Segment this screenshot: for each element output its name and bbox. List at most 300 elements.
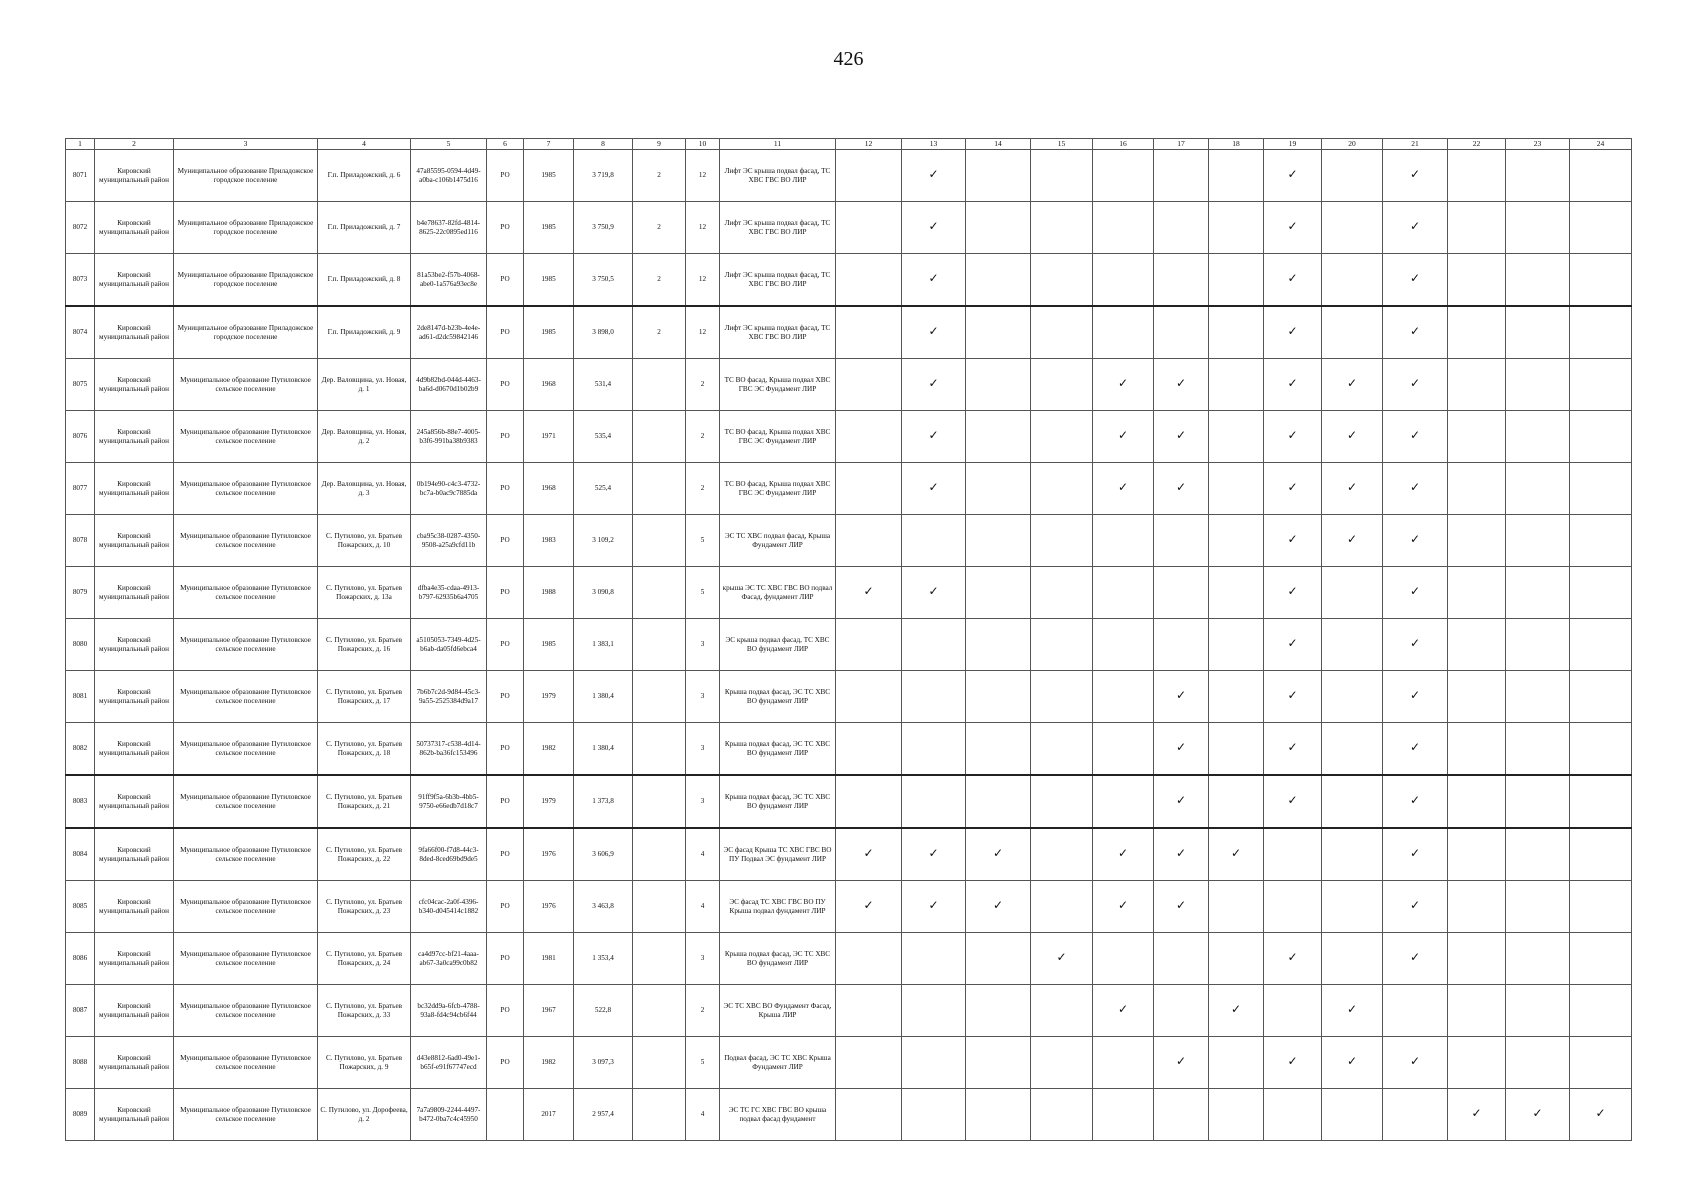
- checkmark-icon: ✓: [1409, 219, 1421, 234]
- cell-address: Дер. Валовщина, ул. Новая, д. 3: [318, 463, 411, 515]
- cell-col-22: [1448, 254, 1506, 307]
- cell-col-10: 4: [686, 828, 720, 881]
- checkmark-icon: ✓: [1175, 688, 1187, 703]
- table-row: [66, 881, 1632, 933]
- cell-col-16: [1093, 254, 1154, 307]
- cell-col-21: [1383, 1089, 1448, 1141]
- column-number-17: 17: [1154, 139, 1209, 150]
- cell-col-22: [1448, 985, 1506, 1037]
- cell-guid: ca4d97cc-bf21-4aaa-ab67-3a0ca99c0b82: [411, 933, 487, 985]
- cell-col-10: 12: [686, 150, 720, 202]
- checkmark-icon: ✓: [1409, 167, 1421, 182]
- cell-col-13: [902, 202, 966, 254]
- cell-col-13: [902, 881, 966, 933]
- checkmark-icon: ✓: [863, 584, 874, 599]
- cell-col-20: [1322, 150, 1383, 202]
- cell-col-19: [1264, 775, 1322, 828]
- cell-col-14: [966, 723, 1031, 776]
- cell-col-14: [966, 775, 1031, 828]
- cell-area: 3 090,8: [574, 567, 633, 619]
- cell-type: РО: [487, 723, 524, 776]
- column-number-1: 1: [66, 139, 95, 150]
- cell-area: 3 463,8: [574, 881, 633, 933]
- cell-address: С. Путилово, ул. Братьев Пожарских, д. 17: [318, 671, 411, 723]
- cell-number: 8088: [66, 1037, 95, 1089]
- cell-col-16: [1093, 619, 1154, 671]
- cell-col-16: [1093, 515, 1154, 567]
- cell-col-15: [1031, 202, 1093, 254]
- checkmark-icon: ✓: [1409, 740, 1421, 755]
- cell-area: 531,4: [574, 359, 633, 411]
- checkmark-icon: ✓: [1409, 793, 1421, 808]
- cell-col-13: [902, 411, 966, 463]
- cell-year: 1983: [524, 515, 574, 567]
- cell-address: Г.п. Приладожский, д. 8: [318, 254, 411, 307]
- cell-col-18: [1209, 723, 1264, 776]
- cell-area: 3 750,5: [574, 254, 633, 307]
- cell-col-9: [633, 775, 686, 828]
- cell-col-17: [1154, 671, 1209, 723]
- cell-col-16: [1093, 881, 1154, 933]
- cell-col-16: [1093, 150, 1154, 202]
- cell-district: Кировский муниципальный район: [95, 306, 174, 359]
- cell-col-12: [836, 881, 902, 933]
- cell-district: Кировский муниципальный район: [95, 985, 174, 1037]
- cell-col-22: [1448, 306, 1506, 359]
- cell-col-16: [1093, 359, 1154, 411]
- cell-guid: 47a85595-0594-4d49-a0ba-c106b1475d16: [411, 150, 487, 202]
- cell-col-22: [1448, 150, 1506, 202]
- cell-col-14: [966, 1089, 1031, 1141]
- cell-works: Крыша подвал фасад, ЭС ТС ХВС ВО фундамент ЛИР: [720, 933, 836, 985]
- checkmark-icon: ✓: [1287, 428, 1298, 443]
- checkmark-icon: ✓: [863, 898, 874, 913]
- cell-col-15: [1031, 723, 1093, 776]
- cell-address: С. Путилово, ул. Братьев Пожарских, д. 21: [318, 775, 411, 828]
- cell-col-20: [1322, 881, 1383, 933]
- cell-area: 2 957,4: [574, 1089, 633, 1141]
- cell-number: 8087: [66, 985, 95, 1037]
- cell-col-24: [1570, 567, 1632, 619]
- cell-number: 8079: [66, 567, 95, 619]
- table-row: [66, 150, 1632, 202]
- cell-col-13: [902, 463, 966, 515]
- cell-number: 8080: [66, 619, 95, 671]
- cell-guid: 91ff9f5a-6b3b-4bb5-9750-e66edb7d18c7: [411, 775, 487, 828]
- cell-district: Кировский муниципальный район: [95, 881, 174, 933]
- cell-col-20: [1322, 671, 1383, 723]
- cell-year: 1971: [524, 411, 574, 463]
- checkmark-icon: ✓: [1346, 1002, 1358, 1017]
- cell-col-20: [1322, 359, 1383, 411]
- cell-col-13: [902, 1089, 966, 1141]
- cell-col-23: [1506, 463, 1570, 515]
- cell-col-16: [1093, 463, 1154, 515]
- cell-col-14: [966, 671, 1031, 723]
- cell-col-20: [1322, 254, 1383, 307]
- cell-col-13: [902, 723, 966, 776]
- cell-col-20: [1322, 723, 1383, 776]
- cell-col-10: 3: [686, 671, 720, 723]
- cell-col-14: [966, 254, 1031, 307]
- cell-col-10: 3: [686, 933, 720, 985]
- cell-col-16: [1093, 1037, 1154, 1089]
- cell-number: 8086: [66, 933, 95, 985]
- cell-address: С. Путилово, ул. Братьев Пожарских, д. 16: [318, 619, 411, 671]
- table-row: [66, 254, 1632, 307]
- cell-guid: 2de8147d-b23b-4e4e-ad61-d2dc59842146: [411, 306, 487, 359]
- cell-address: Дер. Валовщина, ул. Новая, д. 1: [318, 359, 411, 411]
- cell-col-13: [902, 254, 966, 307]
- cell-type: РО: [487, 150, 524, 202]
- checkmark-icon: ✓: [1287, 271, 1298, 286]
- cell-number: 8072: [66, 202, 95, 254]
- column-number-row: [66, 139, 1632, 150]
- cell-col-21: [1383, 828, 1448, 881]
- cell-col-17: [1154, 933, 1209, 985]
- cell-col-9: [633, 881, 686, 933]
- cell-works: Крыша подвал фасад, ЭС ТС ХВС ВО фундамент ЛИР: [720, 671, 836, 723]
- cell-col-24: [1570, 411, 1632, 463]
- cell-works: крыша ЭС ТС ХВС ГВС ВО подвал Фасад, фундамент ЛИР: [720, 567, 836, 619]
- cell-col-19: [1264, 1037, 1322, 1089]
- column-number-11: 11: [720, 139, 836, 150]
- cell-type: РО: [487, 828, 524, 881]
- cell-col-15: [1031, 359, 1093, 411]
- cell-type: РО: [487, 775, 524, 828]
- cell-guid: d43e8812-6ad0-49e1-b65f-e91f67747ecd: [411, 1037, 487, 1089]
- checkmark-icon: ✓: [863, 846, 874, 861]
- cell-col-12: [836, 933, 902, 985]
- cell-col-14: [966, 463, 1031, 515]
- cell-col-21: [1383, 723, 1448, 776]
- cell-year: 2017: [524, 1089, 574, 1141]
- checkmark-icon: ✓: [1409, 428, 1421, 443]
- cell-col-15: [1031, 671, 1093, 723]
- cell-municipality: Муниципальное образование Путиловское сельское поселение: [174, 619, 318, 671]
- cell-col-12: [836, 150, 902, 202]
- cell-municipality: Муниципальное образование Путиловское сельское поселение: [174, 567, 318, 619]
- cell-col-15: [1031, 985, 1093, 1037]
- cell-municipality: Муниципальное образование Приладожское городское поселение: [174, 202, 318, 254]
- cell-area: 1 353,4: [574, 933, 633, 985]
- checkmark-icon: ✓: [1287, 219, 1298, 234]
- cell-col-17: [1154, 359, 1209, 411]
- cell-col-21: [1383, 515, 1448, 567]
- cell-col-18: [1209, 515, 1264, 567]
- checkmark-icon: ✓: [928, 584, 939, 599]
- cell-col-22: [1448, 1089, 1506, 1141]
- cell-col-20: [1322, 306, 1383, 359]
- cell-district: Кировский муниципальный район: [95, 671, 174, 723]
- checkmark-icon: ✓: [1287, 532, 1298, 547]
- cell-works: ЭС фасад ТС ХВС ГВС ВО ПУ Крыша подвал фундамент ЛИР: [720, 881, 836, 933]
- cell-col-17: [1154, 411, 1209, 463]
- cell-col-14: [966, 933, 1031, 985]
- cell-address: С. Путилово, ул. Братьев Пожарских, д. 18: [318, 723, 411, 776]
- table-row: [66, 306, 1632, 359]
- cell-col-23: [1506, 671, 1570, 723]
- cell-col-22: [1448, 881, 1506, 933]
- cell-area: 535,4: [574, 411, 633, 463]
- cell-col-20: [1322, 933, 1383, 985]
- cell-col-20: [1322, 202, 1383, 254]
- cell-municipality: Муниципальное образование Путиловское сельское поселение: [174, 359, 318, 411]
- cell-col-20: [1322, 775, 1383, 828]
- table-body: [66, 150, 1632, 1141]
- cell-guid: 50737317-c538-4d14-862b-ba36fc153496: [411, 723, 487, 776]
- cell-year: 1981: [524, 933, 574, 985]
- cell-col-13: [902, 933, 966, 985]
- cell-works: ТС ВО фасад, Крыша подвал ХВС ГВС ЭС Фундамент ЛИР: [720, 463, 836, 515]
- checkmark-icon: ✓: [1409, 324, 1421, 339]
- checkmark-icon: ✓: [1409, 846, 1421, 861]
- checkmark-icon: ✓: [1175, 428, 1187, 443]
- cell-number: 8073: [66, 254, 95, 307]
- cell-area: 3 719,8: [574, 150, 633, 202]
- cell-works: ЭС ТС ХВС подвал фасад, Крыша Фундамент ЛИР: [720, 515, 836, 567]
- cell-col-14: [966, 515, 1031, 567]
- cell-col-18: [1209, 254, 1264, 307]
- cell-col-20: [1322, 619, 1383, 671]
- cell-col-17: [1154, 306, 1209, 359]
- cell-col-23: [1506, 515, 1570, 567]
- checkmark-icon: ✓: [1117, 1002, 1129, 1017]
- cell-col-21: [1383, 411, 1448, 463]
- checkmark-icon: ✓: [1175, 898, 1187, 913]
- checkmark-icon: ✓: [928, 167, 939, 182]
- cell-col-17: [1154, 515, 1209, 567]
- cell-col-13: [902, 985, 966, 1037]
- cell-col-12: [836, 306, 902, 359]
- cell-col-18: [1209, 933, 1264, 985]
- checkmark-icon: ✓: [1346, 428, 1358, 443]
- checkmark-icon: ✓: [992, 846, 1004, 861]
- cell-col-17: [1154, 723, 1209, 776]
- cell-col-18: [1209, 1037, 1264, 1089]
- cell-col-10: 2: [686, 463, 720, 515]
- cell-col-10: 5: [686, 567, 720, 619]
- cell-col-24: [1570, 985, 1632, 1037]
- cell-municipality: Муниципальное образование Путиловское сельское поселение: [174, 881, 318, 933]
- cell-col-10: 3: [686, 619, 720, 671]
- cell-col-18: [1209, 1089, 1264, 1141]
- table-row: [66, 359, 1632, 411]
- column-number-22: 22: [1448, 139, 1506, 150]
- cell-col-12: [836, 463, 902, 515]
- cell-col-24: [1570, 515, 1632, 567]
- cell-col-24: [1570, 828, 1632, 881]
- cell-district: Кировский муниципальный район: [95, 515, 174, 567]
- cell-col-22: [1448, 933, 1506, 985]
- column-number-9: 9: [633, 139, 686, 150]
- cell-col-22: [1448, 567, 1506, 619]
- cell-col-19: [1264, 985, 1322, 1037]
- checkmark-icon: ✓: [1230, 1002, 1242, 1017]
- checkmark-icon: ✓: [1287, 480, 1298, 495]
- cell-col-24: [1570, 463, 1632, 515]
- cell-number: 8089: [66, 1089, 95, 1141]
- table-row: [66, 202, 1632, 254]
- table-header: [66, 139, 1632, 150]
- cell-col-24: [1570, 619, 1632, 671]
- cell-area: 3 097,3: [574, 1037, 633, 1089]
- cell-col-23: [1506, 985, 1570, 1037]
- cell-col-18: [1209, 359, 1264, 411]
- column-number-21: 21: [1383, 139, 1448, 150]
- table-row: [66, 463, 1632, 515]
- cell-guid: cfc04cac-2a0f-4396-b340-d045414c1882: [411, 881, 487, 933]
- cell-col-9: [633, 1089, 686, 1141]
- cell-area: 522,8: [574, 985, 633, 1037]
- cell-col-17: [1154, 202, 1209, 254]
- cell-col-15: [1031, 775, 1093, 828]
- cell-col-21: [1383, 671, 1448, 723]
- cell-col-13: [902, 671, 966, 723]
- cell-col-19: [1264, 933, 1322, 985]
- checkmark-icon: ✓: [1409, 1054, 1421, 1069]
- cell-col-22: [1448, 1037, 1506, 1089]
- cell-col-22: [1448, 202, 1506, 254]
- cell-col-18: [1209, 881, 1264, 933]
- cell-col-10: 12: [686, 306, 720, 359]
- column-number-12: 12: [836, 139, 902, 150]
- cell-type: РО: [487, 254, 524, 307]
- cell-col-12: [836, 619, 902, 671]
- cell-col-18: [1209, 150, 1264, 202]
- cell-year: 1979: [524, 775, 574, 828]
- cell-guid: 7a7a9809-2244-4497-b472-0ba7c4c45950: [411, 1089, 487, 1141]
- cell-col-9: 2: [633, 254, 686, 307]
- column-number-15: 15: [1031, 139, 1093, 150]
- cell-col-17: [1154, 1037, 1209, 1089]
- cell-guid: 81a53be2-f57b-4068-abe0-1a576a93ec8e: [411, 254, 487, 307]
- column-number-6: 6: [487, 139, 524, 150]
- checkmark-icon: ✓: [1175, 846, 1187, 861]
- checkmark-icon: ✓: [928, 376, 939, 391]
- cell-col-18: [1209, 411, 1264, 463]
- cell-col-10: 3: [686, 775, 720, 828]
- cell-address: Г.п. Приладожский, д. 6: [318, 150, 411, 202]
- cell-col-19: [1264, 828, 1322, 881]
- cell-municipality: Муниципальное образование Путиловское сельское поселение: [174, 411, 318, 463]
- cell-col-16: [1093, 775, 1154, 828]
- cell-col-16: [1093, 306, 1154, 359]
- cell-col-12: [836, 359, 902, 411]
- cell-type: РО: [487, 1037, 524, 1089]
- cell-col-23: [1506, 1037, 1570, 1089]
- cell-col-9: [633, 411, 686, 463]
- checkmark-icon: ✓: [1175, 480, 1187, 495]
- cell-type: [487, 1089, 524, 1141]
- checkmark-icon: ✓: [1117, 376, 1129, 391]
- cell-col-21: [1383, 1037, 1448, 1089]
- cell-municipality: Муниципальное образование Путиловское сельское поселение: [174, 515, 318, 567]
- cell-year: 1976: [524, 828, 574, 881]
- cell-municipality: Муниципальное образование Приладожское городское поселение: [174, 150, 318, 202]
- table-row: [66, 515, 1632, 567]
- cell-col-20: [1322, 411, 1383, 463]
- cell-address: С. Путилово, ул. Братьев Пожарских, д. 24: [318, 933, 411, 985]
- cell-works: ЭС фасад Крыша ТС ХВС ГВС ВО ПУ Подвал ЭС фундамент ЛИР: [720, 828, 836, 881]
- cell-col-10: 4: [686, 881, 720, 933]
- cell-number: 8083: [66, 775, 95, 828]
- cell-works: Крыша подвал фасад, ЭС ТС ХВС ВО фундамент ЛИР: [720, 775, 836, 828]
- cell-address: Дер. Валовщина, ул. Новая, д. 2: [318, 411, 411, 463]
- cell-guid: 4d9b82bd-044d-4463-ba6d-d0670d1b02b9: [411, 359, 487, 411]
- cell-works: Подвал фасад, ЭС ТС ХВС Крыша Фундамент ЛИР: [720, 1037, 836, 1089]
- checkmark-icon: ✓: [1287, 376, 1298, 391]
- cell-type: РО: [487, 933, 524, 985]
- cell-col-19: [1264, 567, 1322, 619]
- cell-col-23: [1506, 567, 1570, 619]
- cell-col-9: [633, 671, 686, 723]
- column-number-4: 4: [318, 139, 411, 150]
- checkmark-icon: ✓: [928, 324, 939, 339]
- cell-col-19: [1264, 515, 1322, 567]
- cell-col-12: [836, 567, 902, 619]
- checkmark-icon: ✓: [1175, 376, 1187, 391]
- cell-type: РО: [487, 306, 524, 359]
- table-row: [66, 1037, 1632, 1089]
- cell-col-17: [1154, 150, 1209, 202]
- cell-col-12: [836, 411, 902, 463]
- checkmark-icon: ✓: [928, 428, 939, 443]
- cell-col-9: [633, 933, 686, 985]
- cell-col-16: [1093, 723, 1154, 776]
- table-row: [66, 775, 1632, 828]
- cell-col-21: [1383, 567, 1448, 619]
- cell-municipality: Муниципальное образование Путиловское сельское поселение: [174, 723, 318, 776]
- cell-address: С. Путилово, ул. Братьев Пожарских, д. 13а: [318, 567, 411, 619]
- cell-number: 8077: [66, 463, 95, 515]
- cell-col-22: [1448, 828, 1506, 881]
- cell-col-17: [1154, 254, 1209, 307]
- cell-type: РО: [487, 671, 524, 723]
- checkmark-icon: ✓: [1471, 1106, 1482, 1121]
- cell-district: Кировский муниципальный район: [95, 202, 174, 254]
- cell-guid: dfba4e35-cdaa-4913-b797-62935b6a4705: [411, 567, 487, 619]
- cell-col-24: [1570, 306, 1632, 359]
- cell-col-10: 12: [686, 202, 720, 254]
- cell-col-13: [902, 150, 966, 202]
- cell-col-21: [1383, 202, 1448, 254]
- cell-col-14: [966, 828, 1031, 881]
- cell-col-24: [1570, 1089, 1632, 1141]
- cell-col-21: [1383, 933, 1448, 985]
- cell-col-9: [633, 359, 686, 411]
- cell-col-17: [1154, 567, 1209, 619]
- table-row: [66, 619, 1632, 671]
- checkmark-icon: ✓: [1409, 532, 1421, 547]
- cell-col-23: [1506, 1089, 1570, 1141]
- cell-guid: 9fa66f00-f7d8-44c3-8ded-8ced69bd9de5: [411, 828, 487, 881]
- checkmark-icon: ✓: [992, 898, 1004, 913]
- column-number-23: 23: [1506, 139, 1570, 150]
- cell-municipality: Муниципальное образование Путиловское сельское поселение: [174, 933, 318, 985]
- cell-col-15: [1031, 619, 1093, 671]
- cell-municipality: Муниципальное образование Путиловское сельское поселение: [174, 463, 318, 515]
- cell-col-23: [1506, 881, 1570, 933]
- column-number-5: 5: [411, 139, 487, 150]
- cell-year: 1985: [524, 150, 574, 202]
- cell-municipality: Муниципальное образование Путиловское сельское поселение: [174, 985, 318, 1037]
- cell-type: РО: [487, 202, 524, 254]
- cell-col-14: [966, 619, 1031, 671]
- cell-col-24: [1570, 202, 1632, 254]
- cell-col-17: [1154, 619, 1209, 671]
- cell-year: 1982: [524, 723, 574, 776]
